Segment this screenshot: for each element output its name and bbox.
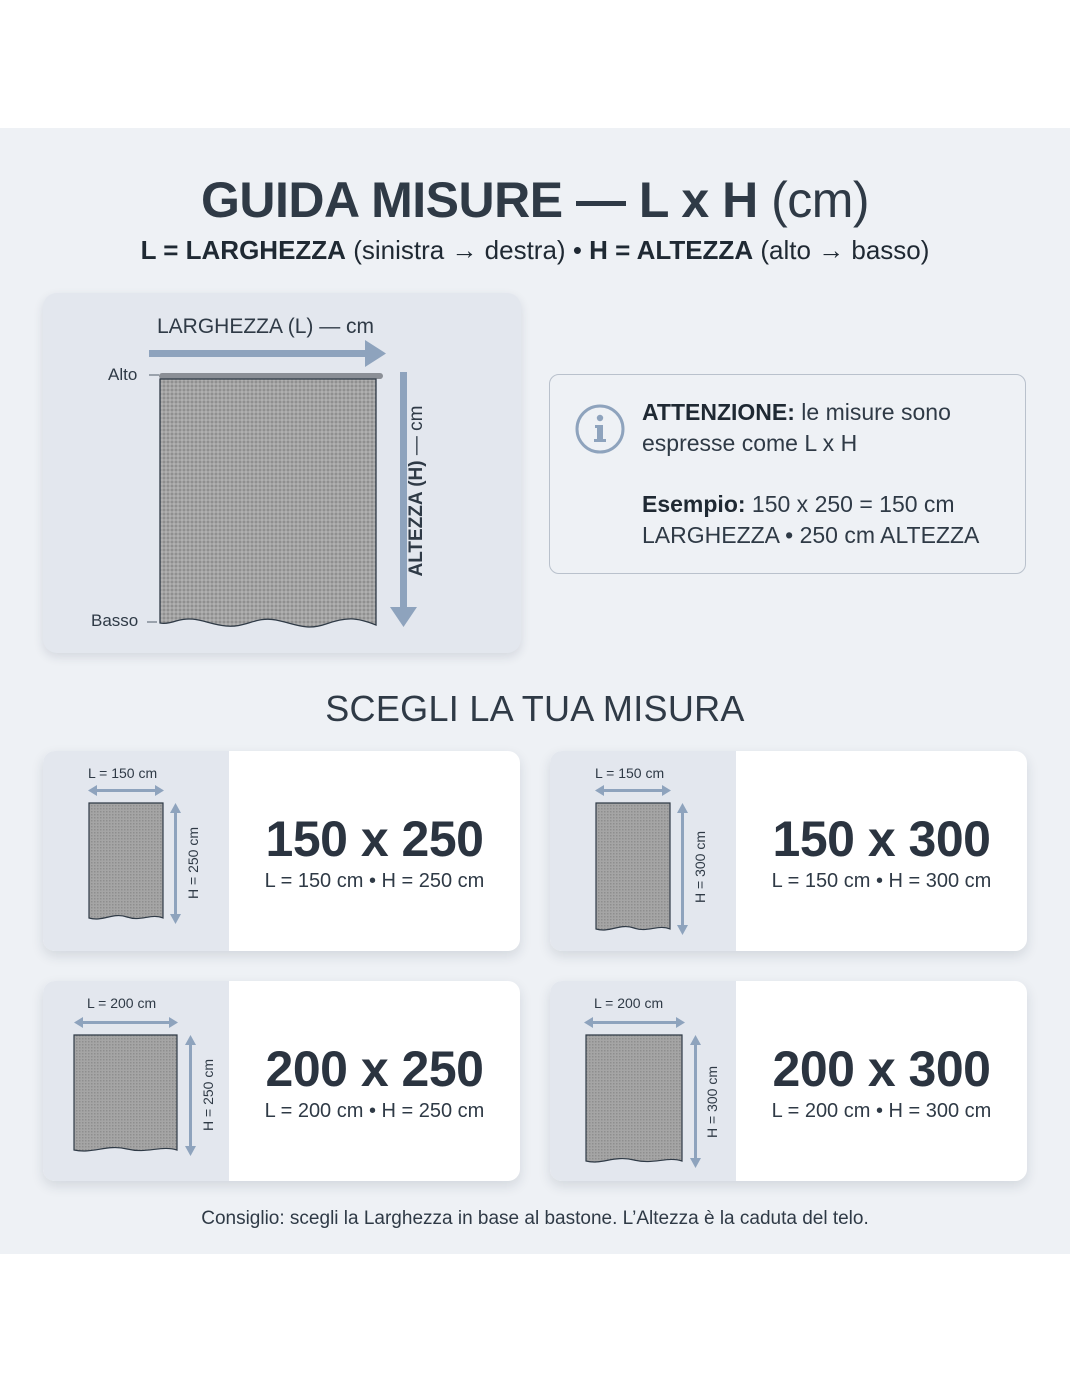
size-guide-sheet (0, 128, 1070, 1254)
mini-height-arrow (170, 803, 181, 924)
mini-width-label: L = 200 cm (87, 995, 157, 1011)
subtitle-height-key: H = ALTEZZA (589, 235, 754, 265)
size-value: 200 x 300 (772, 1041, 991, 1097)
curtain-diagram-graphic (43, 293, 521, 653)
footer-tip: Consiglio: scegli la Larghezza in base al bastone. L’Altezza è la caduta del telo. (201, 1208, 869, 1229)
size-illustration-panel (43, 981, 229, 1181)
title-main: GUIDA MISURE — L x H (200, 172, 758, 228)
size-detail: L = 150 cm • H = 250 cm (264, 870, 485, 892)
subtitle-width-desc: (sinistra → destra) (353, 235, 566, 265)
mini-width-label: L = 200 cm (594, 995, 664, 1011)
note-text (642, 397, 1012, 551)
mini-height-label: H = 250 cm (185, 827, 201, 899)
mini-height-arrow (677, 803, 688, 935)
section-title: SCEGLI LA TUA MISURA (325, 688, 745, 729)
mini-width-label: L = 150 cm (595, 765, 665, 781)
mini-width-label: L = 150 cm (88, 765, 158, 781)
size-option-card[interactable] (550, 981, 1027, 1181)
note-attention-text: le misure sono espresse come L x H (642, 399, 951, 456)
info-icon (574, 403, 626, 455)
size-value: 150 x 250 (265, 811, 484, 867)
page-subtitle (0, 234, 1070, 266)
subtitle-height-desc: (alto → basso) (760, 235, 930, 265)
mini-height-arrow (185, 1035, 196, 1156)
width-label: LARGHEZZA (L) — cm (157, 315, 375, 338)
top-label: Alto (108, 365, 138, 384)
size-value: 200 x 250 (265, 1041, 484, 1097)
mini-height-arrow (690, 1035, 701, 1168)
title-unit: (cm) (771, 172, 870, 228)
height-label (406, 406, 428, 577)
page-title (0, 172, 1070, 228)
size-detail: L = 200 cm • H = 250 cm (264, 1100, 485, 1122)
size-option-card[interactable] (550, 751, 1027, 951)
mini-width-arrow (595, 785, 671, 796)
note-paragraph-1 (642, 397, 1012, 459)
subtitle-separator: • (572, 235, 582, 265)
mini-height-label: H = 300 cm (692, 831, 708, 903)
height-label-unit: — cm (406, 405, 427, 456)
width-arrow (149, 340, 386, 367)
note-example-label: Esempio: (642, 491, 746, 517)
attention-note (549, 374, 1026, 574)
mini-width-arrow (88, 785, 164, 796)
size-value: 150 x 300 (772, 811, 991, 867)
size-illustration-panel (550, 981, 736, 1181)
curtain-fabric (160, 379, 376, 627)
mini-width-arrow (584, 1017, 685, 1028)
measurement-diagram (43, 293, 521, 653)
mini-curtain-fabric (596, 803, 670, 930)
note-attention-label: ATTENZIONE: (642, 399, 795, 425)
curtain-rod (159, 373, 383, 379)
subtitle-width-key: L = LARGHEZZA (140, 235, 346, 265)
size-detail: L = 200 cm • H = 300 cm (771, 1100, 992, 1122)
size-option-card[interactable] (43, 751, 520, 951)
note-example-text: 150 x 250 = 150 cm LARGHEZZA • 250 cm ALTEZZA (642, 491, 980, 548)
size-illustration-panel (43, 751, 229, 951)
size-detail: L = 150 cm • H = 300 cm (771, 870, 992, 892)
size-option-card[interactable] (43, 981, 520, 1181)
mini-curtain-graphic (550, 751, 736, 951)
mini-height-label: H = 300 cm (704, 1066, 720, 1138)
mini-curtain-graphic (43, 751, 229, 951)
mini-height-label: H = 250 cm (200, 1059, 216, 1131)
mini-width-arrow (74, 1017, 178, 1028)
mini-curtain-fabric (586, 1035, 682, 1162)
height-label-main: ALTEZZA (H) (406, 460, 427, 577)
note-paragraph-2 (642, 489, 1012, 551)
mini-curtain-fabric (74, 1035, 177, 1151)
bottom-label: Basso (91, 611, 139, 630)
mini-curtain-fabric (89, 803, 163, 919)
size-illustration-panel (550, 751, 736, 951)
